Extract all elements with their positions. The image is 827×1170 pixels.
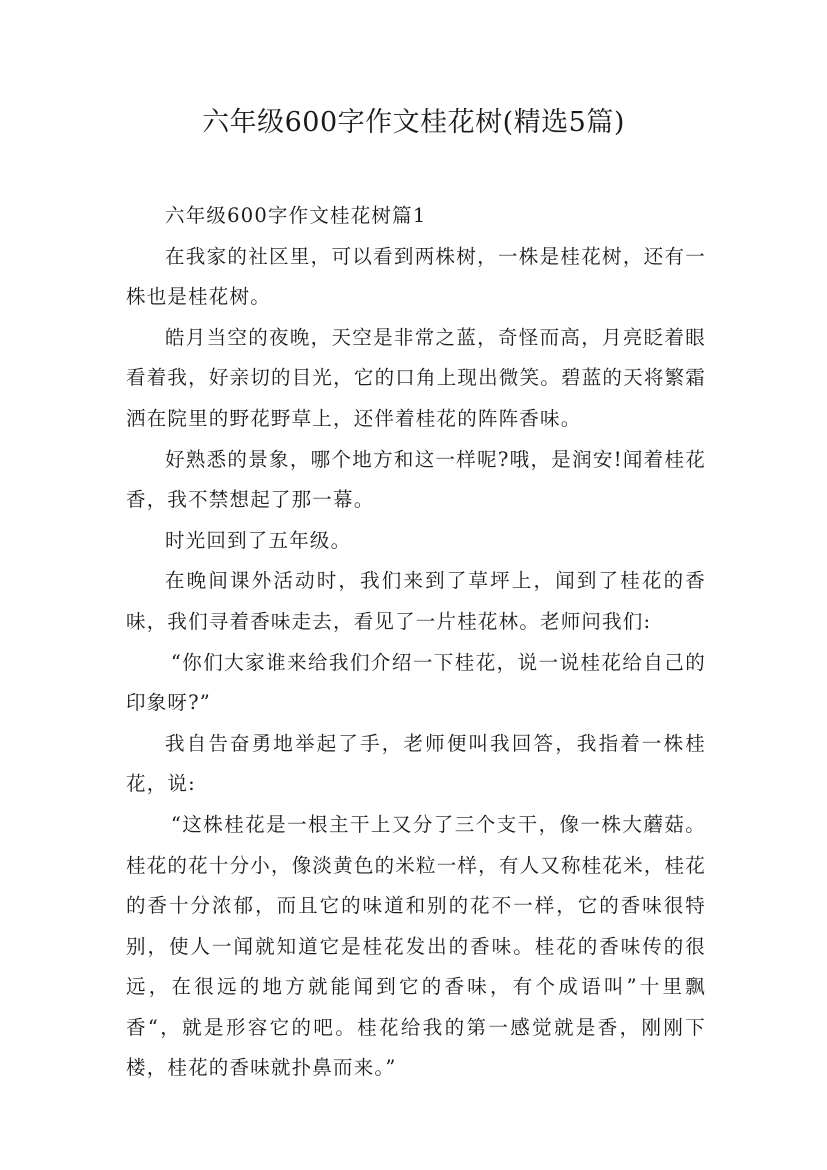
document-title: 六年级600字作文桂花树(精选5篇) <box>202 107 625 138</box>
paragraph: 皓月当空的夜晚，天空是非常之蓝，奇怪而高，月亮眨着眼看着我，好亲切的目光，它的口角上现出微笑。碧蓝的天将繁霜洒在院里的野花野草上，还伴着桂花的阵阵香味。 <box>126 325 706 430</box>
paragraph-quote: “这株桂花是一根主干上又分了三个支干，像一株大蘑菇。桂花的花十分小，像淡黄色的米粒一样，有人又称桂花米，桂花的香十分浓郁，而且它的味道和别的花不一样，它的香味很特别，使人一闻就知道它是桂花发出的香味。桂花的香味传的很远，在很远的地方就能闻到它的香味，有个成语叫”十里飘香“，就是形容它的吧。桂花给我的第一感觉就是香，刚刚下楼，桂花的香味就扑鼻而来。” <box>126 812 706 1080</box>
document-body <box>126 196 706 1089</box>
paragraph: 好熟悉的景象，哪个地方和这一样呢?哦，是润安!闻着桂花香，我不禁想起了那一幕。 <box>126 447 706 512</box>
paragraph: 在晚间课外活动时，我们来到了草坪上，闻到了桂花的香味，我们寻着香味走去，看见了一片桂花林。老师问我们: <box>126 569 706 633</box>
paragraph: 在我家的社区里，可以看到两株树，一株是桂花树，还有一株也是桂花树。 <box>126 244 706 309</box>
paragraph-quote: “你们大家谁来给我们介绍一下桂花，说一说桂花给自己的印象呀?” <box>126 650 706 715</box>
section-heading: 六年级600字作文桂花树篇1 <box>165 204 427 227</box>
paragraph: 我自告奋勇地举起了手，老师便叫我回答，我指着一株桂花，说: <box>126 731 706 796</box>
paragraph: 时光回到了五年级。 <box>165 528 352 552</box>
